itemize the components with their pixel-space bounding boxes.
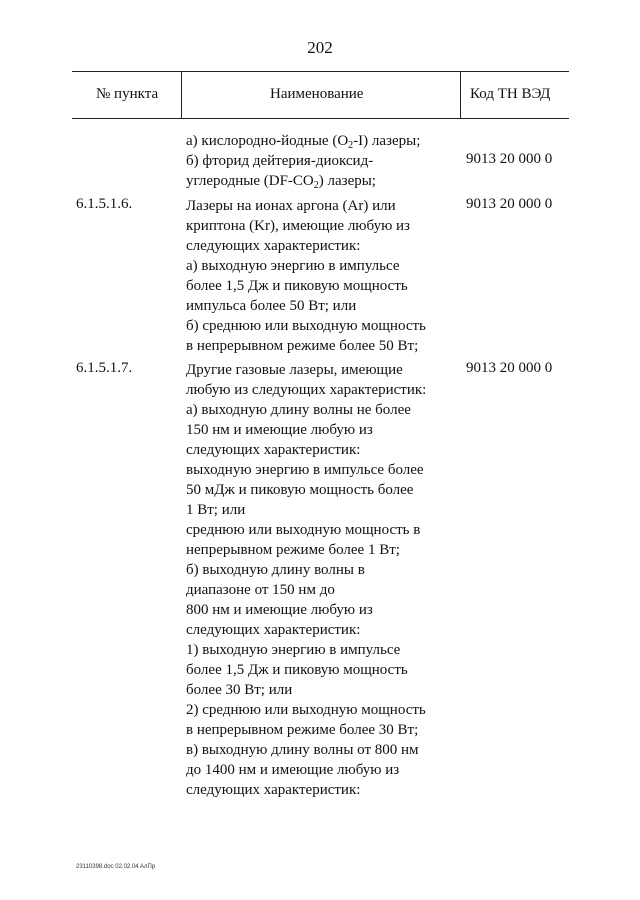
name-line: 1) выходную энергию в импульсе [186, 642, 401, 658]
name-line: 2) среднюю или выходную мощность [186, 702, 426, 718]
name-line: более 30 Вт; или [186, 682, 293, 698]
row-number: 6.1.5.1.7. [76, 360, 133, 376]
name-line: Лазеры на ионах аргона (Ar) или [186, 198, 396, 214]
name-line: 50 мДж и пиковую мощность более [186, 482, 414, 498]
table-column-divider-1 [181, 72, 182, 118]
name-line: криптона (Kr), имеющие любую из [186, 218, 410, 234]
name-line: следующих характеристик: [186, 238, 361, 254]
name-line: любую из следующих характеристик: [186, 382, 427, 398]
name-line: 150 нм и имеющие любую из [186, 422, 373, 438]
page-number: 202 [307, 38, 333, 57]
name-line: а) выходную длину волны не более [186, 402, 411, 418]
footer-filename: 23110398.doc 02.02.04 AлПр [76, 864, 156, 870]
name-line: до 1400 нм и имеющие любую из [186, 762, 400, 778]
name-line: следующих характеристик: [186, 782, 361, 798]
table-column-divider-2 [460, 72, 461, 118]
name-line: диапазоне от 150 нм до [186, 582, 335, 598]
name-line: углеродные $(DF-CO_2)$ лазеры; [186, 173, 376, 191]
name-line: в) выходную длину волны от 800 нм [186, 742, 419, 758]
name-line: Другие газовые лазеры, имеющие [186, 362, 403, 378]
header-name: Наименование [270, 86, 364, 102]
row-number: 6.1.5.1.6. [76, 196, 133, 212]
name-line: б) среднюю или выходную мощность [186, 318, 426, 334]
name-line: более 1,5 Дж и пиковую мощность [186, 662, 408, 678]
row-code: 9013 20 000 0 [466, 196, 553, 212]
header-code: Код ТН ВЭД [470, 86, 551, 102]
name-line: 800 нм и имеющие любую из [186, 602, 373, 618]
name-line: непрерывном режиме более 1 Вт; [186, 542, 400, 558]
row-name [186, 360, 462, 800]
name-line: в непрерывном режиме более 30 Вт; [186, 722, 419, 738]
table-top-rule [72, 71, 569, 72]
name-line: б) фторид дейтерия-диоксид- [186, 153, 374, 169]
name-line: следующих характеристик: [186, 442, 361, 458]
name-line: следующих характеристик: [186, 622, 361, 638]
row-name [186, 131, 462, 191]
row-code: 9013 20 000 0 [466, 360, 553, 376]
name-line: более 1,5 Дж и пиковую мощность [186, 278, 408, 294]
name-line: выходную энергию в импульсе более [186, 462, 424, 478]
name-line: а) выходную энергию в импульсе [186, 258, 400, 274]
header-number: № пункта [96, 86, 159, 102]
name-line: а) кислородно-йодные $(O_2-I)$ лазеры; [186, 133, 421, 151]
name-line: среднюю или выходную мощность в [186, 522, 421, 538]
name-line: б) выходную длину волны в [186, 562, 365, 578]
row-name [186, 196, 462, 356]
name-line: в непрерывном режиме более 50 Вт; [186, 338, 419, 354]
name-line: 1 Вт; или [186, 502, 246, 518]
table-header-bottom-rule [72, 118, 569, 119]
name-line: импульса более 50 Вт; или [186, 298, 357, 314]
row-code: 9013 20 000 0 [466, 151, 553, 167]
